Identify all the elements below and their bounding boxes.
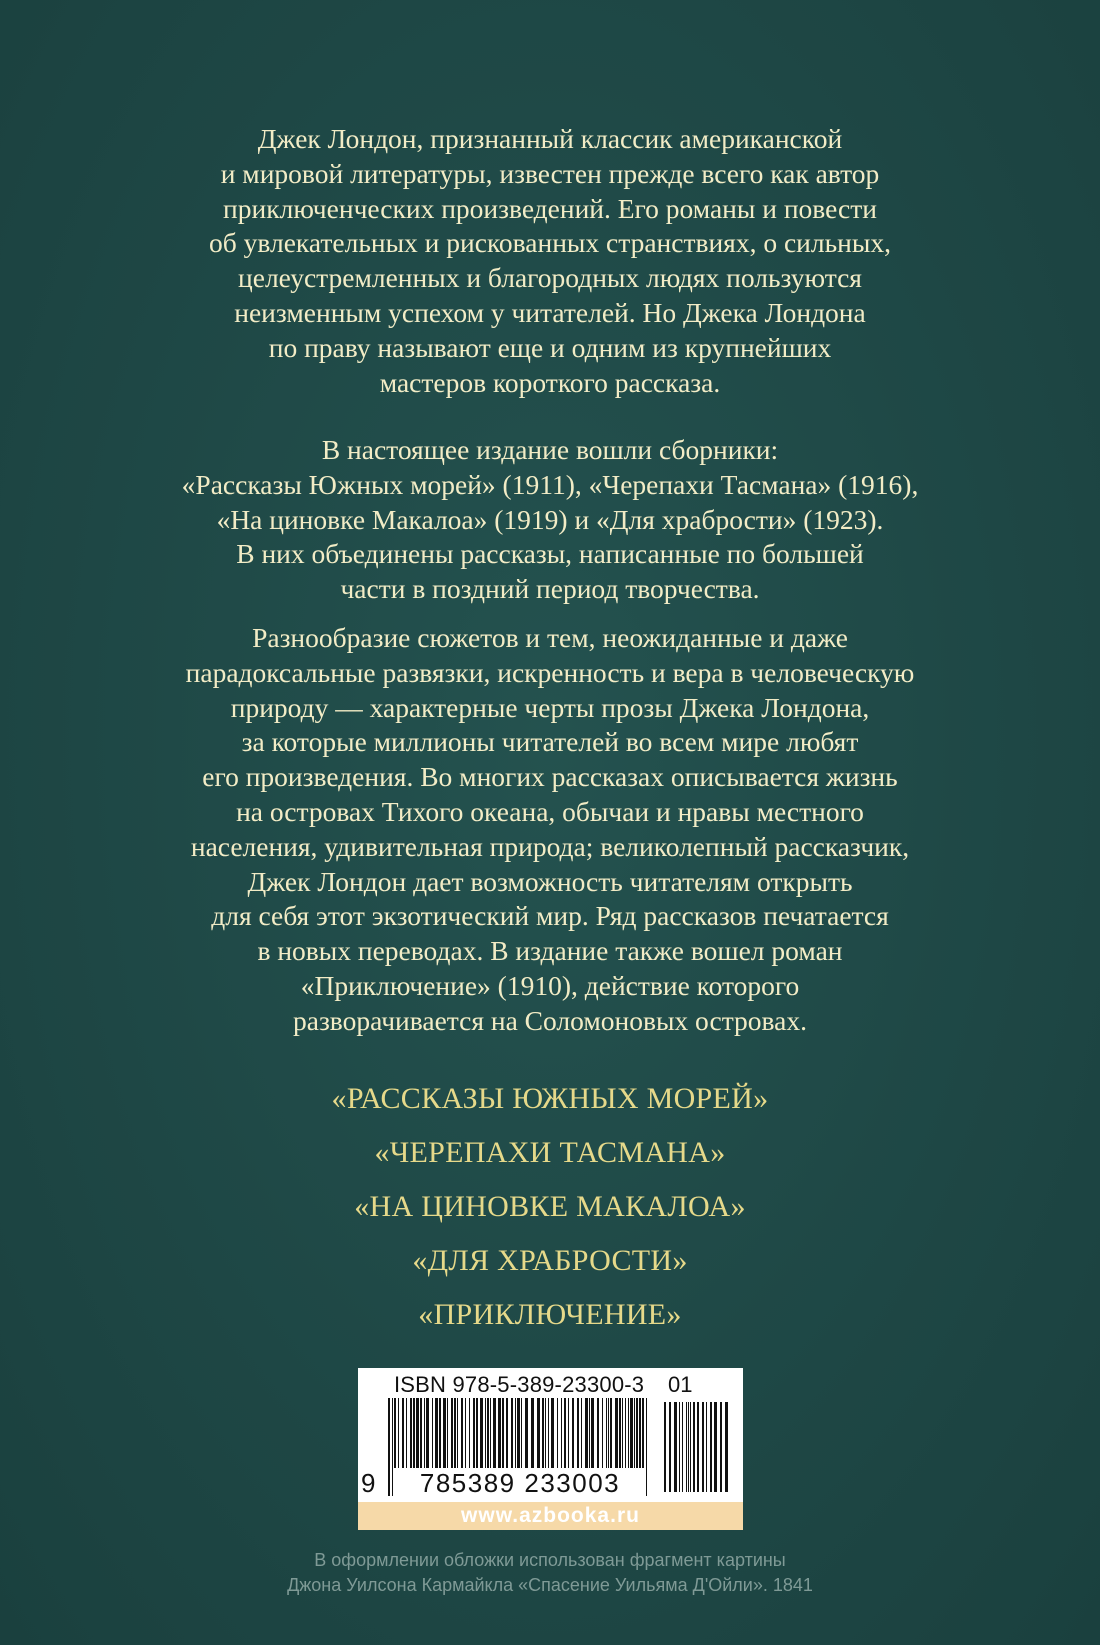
barcode-bar: [585, 1398, 588, 1468]
text-line: мастеров короткого рассказа.: [379, 366, 721, 398]
barcode-bar: [413, 1398, 415, 1468]
barcode-bar: [420, 1398, 422, 1468]
barcode-bar: [502, 1398, 504, 1468]
barcode-bar: [416, 1398, 419, 1468]
barcode-bar: [636, 1398, 638, 1468]
title-dutch-courage: «ДЛЯ ХРАБРОСТИ»: [412, 1244, 688, 1277]
title-on-the-makaloa-mat: «НА ЦИНОВКЕ МАКАЛОА»: [354, 1190, 746, 1223]
barcode-bar: [480, 1398, 483, 1468]
text-line: «На циновке Макалоа» (1919) и «Для храбрости» (1923).: [216, 503, 884, 535]
barcode-bar: [557, 1398, 558, 1468]
text-line: «Рассказы Южных морей» (1911), «Черепахи Тасмана» (1916),: [181, 468, 919, 500]
barcode-bar: [564, 1398, 566, 1468]
text-line: части в поздний период творчества.: [340, 573, 760, 605]
barcode-bar: [498, 1398, 501, 1468]
barcode-bar: [720, 1402, 722, 1492]
barcode-bar: [521, 1398, 522, 1468]
contents-titles: [60, 1072, 1040, 1342]
text-line: природу — характерные черты прозы Джека Лондона,: [230, 691, 870, 723]
credit-line: Джона Уилсона Кармайкла «Спасение Уильяма Д'Ойли». 1841: [287, 1575, 813, 1595]
barcode-digits: 785389 233003: [394, 1468, 646, 1499]
barcode-bar: [702, 1402, 704, 1492]
text-line: на островах Тихого океана, обычаи и нравы местного: [236, 795, 864, 827]
annotation-paragraph-2: [60, 433, 1040, 607]
barcode-bar: [615, 1398, 618, 1468]
barcode-bar: [669, 1402, 671, 1492]
barcode-bar: [542, 1398, 544, 1468]
barcode-bar: [476, 1398, 478, 1468]
barcode-bar: [426, 1398, 429, 1468]
barcode-bar: [591, 1398, 594, 1468]
barcode-bar: [686, 1402, 687, 1492]
barcode-bar: [537, 1398, 540, 1468]
barcode-bar: [628, 1398, 629, 1468]
text-line: целеустремленных и благородных людях пользуются: [238, 262, 862, 294]
barcode-bar: [639, 1398, 641, 1468]
barcode-bar: [485, 1398, 486, 1468]
barcode-bar: [443, 1398, 446, 1468]
barcode-bar: [406, 1398, 407, 1468]
barcode-bar: [664, 1402, 666, 1492]
barcode-bar: [725, 1402, 728, 1492]
text-line: парадоксальные развязки, искренность и вера в человеческую: [185, 656, 915, 688]
barcode-bar: [447, 1398, 448, 1468]
publisher-url: www.azbooka.ru: [358, 1502, 743, 1530]
barcode-bar: [610, 1398, 612, 1468]
text-line: населения, удивительная природа; великолепный рассказчик,: [190, 830, 910, 862]
barcode-bar: [679, 1402, 680, 1492]
barcode-bar: [531, 1398, 534, 1468]
barcode-bar: [506, 1398, 508, 1468]
barcode-bar: [432, 1398, 433, 1468]
barcode-bar: [568, 1398, 569, 1468]
annotation-paragraph-3: [60, 621, 1040, 1039]
barcode-bar: [402, 1398, 404, 1468]
barcode-bar: [688, 1402, 689, 1492]
barcode-bar: [439, 1398, 441, 1468]
barcode-bar: [473, 1398, 475, 1468]
barcode-bar: [493, 1398, 496, 1468]
barcode-bar: [619, 1398, 621, 1468]
barcode-bar: [398, 1398, 399, 1468]
isbn-barcode: [358, 1368, 743, 1530]
text-line: по праву называют еще и одним из крупнейших: [268, 331, 832, 363]
barcode-bar: [606, 1398, 607, 1468]
isbn-label: ISBN 978-5-389-23300-3: [394, 1372, 645, 1397]
barcode-bar: [589, 1398, 590, 1468]
barcode-bar: [597, 1398, 599, 1468]
barcode-bar: [710, 1402, 712, 1492]
text-line: Джек Лондон, признанный классик американской: [257, 123, 843, 154]
barcode-bar: [690, 1402, 691, 1492]
barcode-bar: [410, 1398, 412, 1468]
barcode-bar: [625, 1398, 626, 1468]
text-line: неизменным успехом у читателей. Но Джека Лондона: [234, 296, 866, 328]
barcode-bar: [706, 1402, 707, 1492]
barcode-bar: [388, 1398, 390, 1496]
text-line: В них объединены рассказы, написанные по большей: [236, 538, 864, 570]
text-line: разворачивается на Соломоновых островах.: [292, 1004, 807, 1036]
annotation-paragraph-1: [60, 122, 1040, 400]
barcode-bar: [561, 1398, 562, 1468]
barcode-bar: [545, 1398, 546, 1468]
text-line: его произведения. Во многих рассказах описывается жизнь: [202, 761, 898, 793]
barcode-bar: [394, 1398, 396, 1468]
barcode-bar: [572, 1398, 574, 1468]
barcode-bar: [454, 1398, 456, 1468]
barcode-bar: [490, 1398, 491, 1468]
title-adventure: «ПРИКЛЮЧЕНИЕ»: [418, 1298, 682, 1331]
barcode-bar: [577, 1398, 579, 1468]
text-line: в новых переводах. В издание также вошел роман: [257, 935, 843, 967]
barcode-bar: [714, 1402, 717, 1492]
barcode-bar: [630, 1398, 633, 1468]
cover-art-credit: [60, 1548, 1040, 1598]
text-line: об увлекательных и рискованных странствиях, о сильных,: [209, 227, 891, 259]
barcode-addon-number: 01: [668, 1372, 693, 1397]
text-line: Джек Лондон дает возможность читателям открыть: [247, 865, 853, 897]
text-line: приключенческих произведений. Его романы и повести: [223, 192, 877, 224]
text-line: «Приключение» (1910), действие которого: [300, 969, 800, 1001]
barcode-bar: [511, 1398, 513, 1468]
title-south-sea-tales: «РАССКАЗЫ ЮЖНЫХ МОРЕЙ»: [331, 1082, 769, 1115]
text-line: В настоящее издание вошли сборники:: [321, 434, 779, 465]
title-turtles-of-tasman: «ЧЕРЕПАХИ ТАСМАНА»: [374, 1136, 726, 1169]
text-line: Разнообразие сюжетов и тем, неожиданные и даже: [252, 622, 848, 653]
barcode-bar: [634, 1398, 635, 1468]
barcode-bar: [525, 1398, 528, 1468]
barcode-bar: [581, 1398, 582, 1468]
barcode-bar: [487, 1398, 489, 1468]
barcode-bar: [674, 1402, 677, 1492]
barcode-bar: [602, 1398, 603, 1468]
barcode-bar: [548, 1398, 549, 1468]
barcode-bar: [457, 1398, 458, 1468]
barcode-bar: [551, 1398, 554, 1468]
text-line: и мировой литературы, известен прежде всего как автор: [220, 157, 880, 189]
barcode-bar: [392, 1398, 393, 1496]
barcode-bar: [435, 1398, 438, 1468]
barcode-bar: [461, 1398, 463, 1468]
barcode-first-digit: 9: [361, 1468, 376, 1498]
barcode-bar: [646, 1398, 647, 1496]
barcode-bar: [682, 1402, 683, 1492]
barcode-bar: [451, 1398, 453, 1468]
barcode-bar: [469, 1398, 470, 1468]
barcode-bar: [465, 1398, 466, 1468]
barcode-bar: [697, 1402, 699, 1492]
barcode-bar: [608, 1398, 609, 1468]
text-line: для себя этот экзотический мир. Ряд рассказов печатается: [211, 900, 889, 932]
text-line: за которые миллионы читателей во всем мире любят: [241, 726, 859, 758]
credit-line: В оформлении обложки использован фрагмент картины: [314, 1550, 786, 1570]
barcode-bar: [622, 1398, 623, 1468]
barcode-bar: [693, 1402, 695, 1492]
barcode-bar: [424, 1398, 425, 1468]
